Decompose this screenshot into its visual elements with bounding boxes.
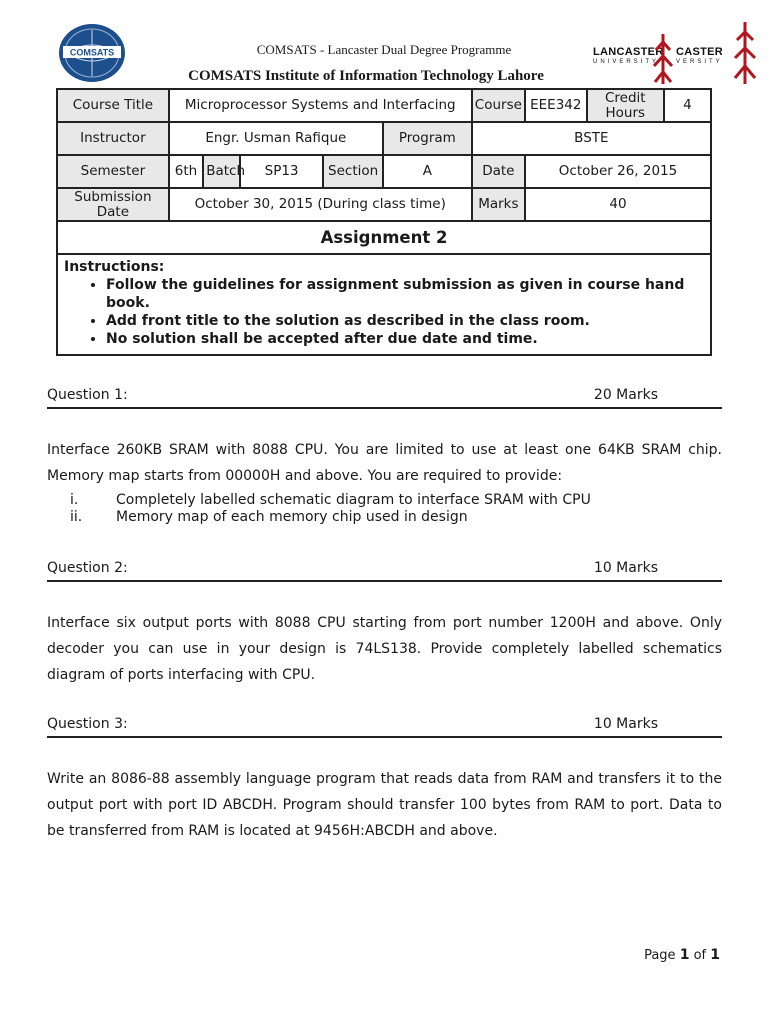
date-label: Date [472, 155, 525, 188]
question-2-text: Interface six output ports with 8088 CPU starting from port number 1200H and above. Only decoder you can use in your design is 74LS138. Provide completely labelled schematics diagram of ports interfacing with CPU. [47, 615, 722, 683]
question-1-item: ii. Memory map of each memory chip used in design [70, 509, 468, 525]
program-value: BSTE [472, 122, 711, 155]
question-marks: 20 Marks [593, 387, 658, 403]
lancaster-name: LANCASTER [593, 46, 664, 58]
date-value: October 26, 2015 [525, 155, 711, 188]
question-3-text: Write an 8086-88 assembly language program that reads data from RAM and transfers it to the output port with port ID ABCDH. Program should transfer 100 bytes from RAM to port. Data to be transferred from RAM is located at 9456H:ABCDH and above. [47, 771, 722, 839]
batch-label: Batch [203, 155, 240, 188]
course-code: EEE342 [525, 89, 587, 122]
credit-hours-label: Credit Hours [587, 89, 664, 122]
lancaster-sub-cut: VERSITY [676, 59, 723, 65]
course-title-label: Course Title [57, 89, 169, 122]
semester-value: 6th [169, 155, 203, 188]
question-label: Question 1: [47, 387, 128, 403]
section-value: A [383, 155, 472, 188]
question-3-header [47, 716, 722, 738]
question-1-text: Interface 260KB SRAM with 8088 CPU. You are limited to use at least one 64KB SRAM chip. Memory map starts from 00000H and above. You are required to provide: [47, 442, 722, 484]
course-title: Microprocessor Systems and Interfacing [169, 89, 472, 122]
submission-date: October 30, 2015 (During class time) [169, 188, 472, 221]
lancaster-name-cut: CASTER [676, 46, 724, 58]
credit-hours: 4 [664, 89, 711, 122]
programme-heading: COMSATS - Lancaster Dual Degree Programme [256, 42, 512, 57]
question-1-item: i. Completely labelled schematic diagram to interface SRAM with CPU [70, 492, 591, 508]
assignment-title: Assignment 2 [57, 221, 711, 254]
batch-value: SP13 [240, 155, 324, 188]
page-number: Page 1 of 1 [644, 947, 720, 963]
marks-value: 40 [525, 188, 711, 221]
question-1-header [47, 387, 722, 409]
question-marks: 10 Marks [593, 560, 658, 576]
marks-label: Marks [472, 188, 525, 221]
question-2-header [47, 560, 722, 582]
course-code-label: Course [472, 89, 525, 122]
instruction-item: • Add front title to the solution as described in the class room. [106, 312, 704, 330]
instructions-label: Instructions: [64, 259, 165, 275]
instructions-box [57, 254, 711, 355]
instruction-item: • No solution shall be accepted after due date and time. [106, 330, 704, 348]
course-info-table [56, 88, 712, 356]
comsats-logo-text: COMSATS [69, 47, 115, 58]
instructor-name: Engr. Usman Rafique [169, 122, 383, 155]
submission-label: Submission Date [57, 188, 169, 221]
instruction-item: • Follow the guidelines for assignment submission as given in course hand book. [106, 276, 704, 312]
question-label: Question 3: [47, 716, 128, 732]
program-label: Program [383, 122, 472, 155]
instructions-list [64, 276, 704, 348]
semester-label: Semester [57, 155, 169, 188]
section-label: Section [323, 155, 383, 188]
question-label: Question 2: [47, 560, 128, 576]
instructor-label: Instructor [57, 122, 169, 155]
institute-heading: COMSATS Institute of Information Technology Lahore [188, 68, 544, 84]
question-marks: 10 Marks [593, 716, 658, 732]
lancaster-sub: UNIVERSITY [593, 59, 660, 65]
